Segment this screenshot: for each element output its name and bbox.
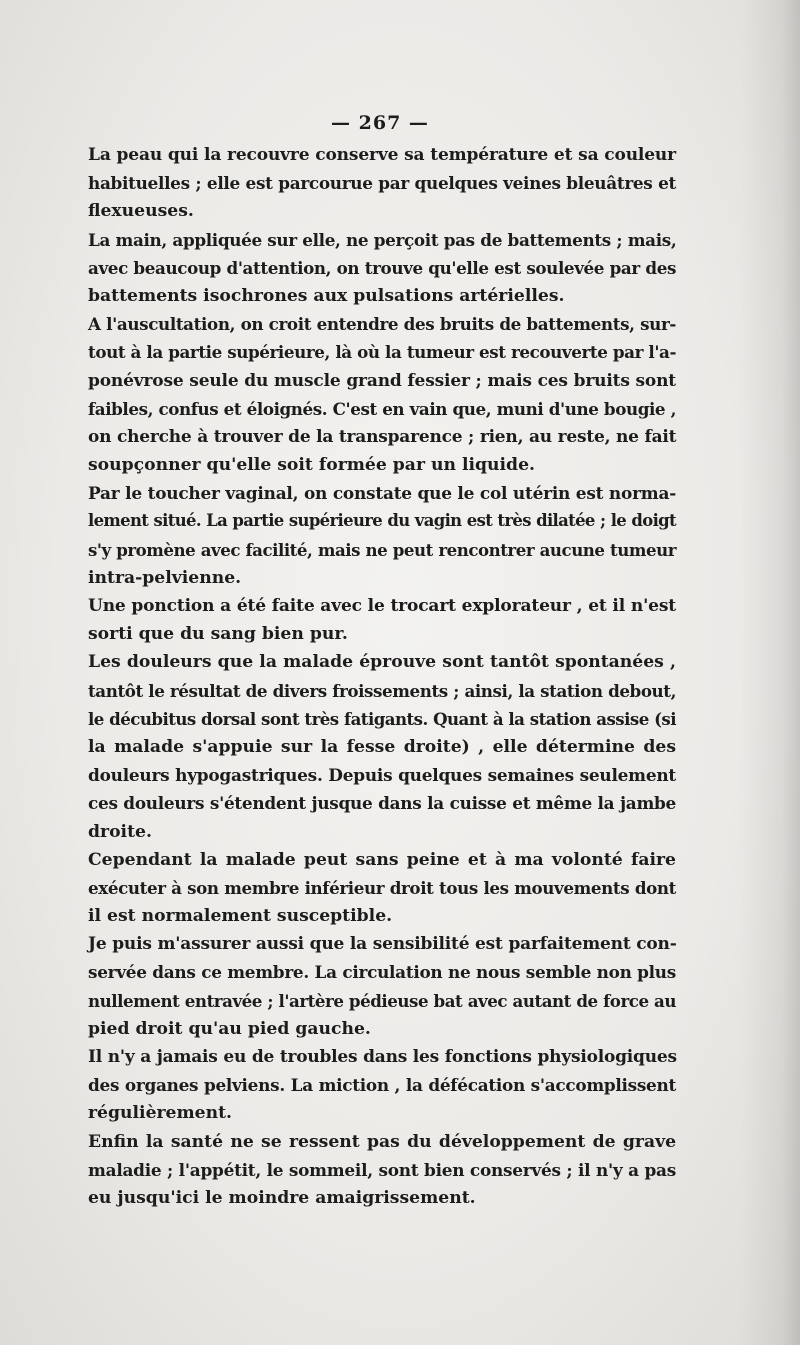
text-line: servée dans ce membre. La circulation ne nous semble non plus — [88, 962, 676, 983]
text-line: la malade s'appuie sur la fesse droite) , elle détermine des — [88, 736, 676, 757]
text-line: Les douleurs que la malade éprouve sont tantôt spontanées , — [88, 652, 676, 673]
text-line: douleurs hypogastriques. Depuis quelques semaines seulement — [88, 765, 676, 786]
text-line: s'y promène avec facilité, mais ne peut rencontrer aucune tumeur — [88, 539, 676, 560]
page-number: — 267 — — [331, 112, 429, 134]
paragraph-4 — [88, 479, 676, 592]
text-line: La peau qui la recouvre conserve sa température et sa couleur — [88, 145, 676, 165]
text-line: régulièrement. — [88, 1103, 233, 1124]
paragraph-10 — [88, 1128, 676, 1213]
text-line: sorti que du sang bien pur. — [88, 624, 348, 645]
text-line: on cherche à trouver de la transparence ; rien, au reste, ne fait — [88, 426, 677, 447]
paragraph-7 — [88, 846, 676, 931]
text-line: le décubitus dorsal sont très fatigants. Quant à la station assise (si — [88, 708, 676, 729]
text-line: soupçonner qu'elle soit formée par un liquide. — [88, 455, 535, 476]
text-line: A l'auscultation, on croit entendre des bruits de battements, sur- — [88, 314, 676, 335]
text-line: eu jusqu'ici le moindre amaigrissement. — [88, 1187, 476, 1208]
text-line: exécuter à son membre inférieur droit tous les mouvements dont — [88, 877, 676, 898]
text-line: battements isochrones aux pulsations artérielles. — [88, 285, 565, 306]
text-line: droite. — [88, 821, 152, 842]
paragraph-9 — [88, 1043, 676, 1128]
text-line: tout à la partie supérieure, là où la tumeur est recouverte par l'a- — [88, 342, 676, 363]
body-text — [88, 141, 676, 1212]
paragraph-1 — [88, 141, 676, 226]
text-line: Une ponction a été faite avec le trocart explorateur , et il n'est — [88, 596, 676, 616]
text-line: tantôt le résultat de divers froissements ; ainsi, la station debout, — [88, 680, 676, 701]
text-line: Je puis m'assurer aussi que la sensibilité est parfaitement con- — [88, 934, 677, 955]
text-line: nullement entravée ; l'artère pédieuse bat avec autant de force au — [88, 990, 676, 1011]
text-line: Par le toucher vaginal, on constate que le col utérin est norma- — [88, 483, 676, 504]
text-line: faibles, confus et éloignés. C'est en vain que, muni d'une bougie , — [88, 398, 676, 419]
text-line: Il n'y a jamais eu de troubles dans les fonctions physiologiques — [88, 1047, 677, 1067]
text-line: La main, appliquée sur elle, ne perçoit pas de battements ; mais, — [88, 229, 677, 250]
text-line: ponévrose seule du muscle grand fessier ; mais ces bruits sont — [88, 370, 676, 391]
paragraph-3 — [88, 310, 676, 479]
text-line: avec beaucoup d'attention, on trouve qu'elle est soulevée par des — [88, 257, 676, 278]
text-line: ces douleurs s'étendent jusque dans la cuisse et même la jambe — [88, 793, 676, 814]
text-line: habituelles ; elle est parcourue par quelques veines bleuâtres et — [88, 173, 676, 194]
text-line: il est normalement susceptible. — [88, 906, 393, 927]
text-line: intra-pelvienne. — [88, 567, 242, 588]
text-line: Enfin la santé ne se ressent pas du développement de grave — [88, 1131, 676, 1152]
text-line: Cependant la malade peut sans peine et à ma volonté faire — [88, 849, 676, 870]
paragraph-6 — [88, 648, 676, 845]
text-line: des organes pelviens. La miction , la défécation s'accomplissent — [88, 1075, 676, 1096]
paragraph-5 — [88, 592, 676, 648]
text-line: flexueuses. — [88, 201, 194, 222]
text-line: maladie ; l'appétit, le sommeil, sont bien conservés ; il n'y a pas — [88, 1159, 676, 1180]
paragraph-8 — [88, 930, 676, 1043]
page-edge-shadow — [740, 0, 800, 1345]
text-line: pied droit qu'au pied gauche. — [88, 1018, 371, 1039]
text-line: lement situé. La partie supérieure du vagin est très dilatée ; le doigt — [88, 511, 676, 531]
paragraph-2 — [88, 226, 676, 311]
